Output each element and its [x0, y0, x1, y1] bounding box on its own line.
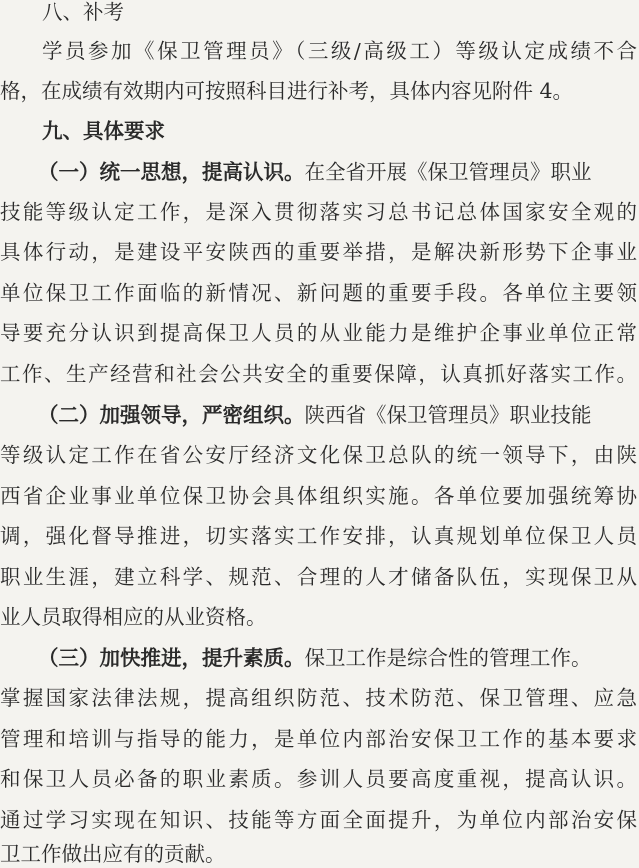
paragraph-line: 和保卫人员必备的职业素质。参训人员要高度重视，提高认识。 — [0, 767, 637, 791]
paragraph-line: 掌握国家法律法规，提高组织防范、技术防范、保卫管理、应急 — [0, 686, 637, 710]
subsection-first-line — [38, 644, 592, 672]
paragraph-line: 单位保卫工作面临的新情况、新问题的重要手段。各单位主要领 — [0, 281, 637, 305]
paragraph-line: 工作、生产经营和社会公共安全的重要保障，认真抓好落实工作。 — [0, 362, 637, 386]
subsection-lead-rest: 保卫工作是综合性的管理工作。 — [304, 646, 592, 670]
paragraph-line: 管理和培训与指导的能力，是单位内部治安保卫工作的基本要求 — [0, 727, 637, 751]
subsection-lead: （三）加快推进，提升素质。 — [38, 646, 305, 670]
paragraph-line: 职业生涯，建立科学、规范、合理的人才储备队伍，实现保卫从 — [0, 565, 637, 589]
subsection-first-line — [38, 158, 592, 186]
paragraph-line: 技能等级认定工作，是深入贯彻落实习总书记总体国家安全观的 — [0, 200, 637, 224]
paragraph-line: 等级认定工作在省公安厅经济文化保卫总队的统一领导下，由陕 — [0, 443, 637, 467]
subsection-lead-rest: 陕西省《保卫管理员》职业技能 — [304, 403, 592, 427]
section-heading-specific-requirements: 九、具体要求 — [42, 119, 165, 143]
paragraph-line: 具体行动，是建设平安陕西的重要举措，是解决新形势下企事业 — [0, 240, 637, 264]
paragraph-line: 导要充分认识到提高保卫人员的从业能力是维护企事业单位正常 — [0, 321, 637, 345]
paragraph-line: 格，在成绩有效期内可按照科目进行补考，具体内容见附件 4。 — [0, 79, 574, 103]
section-heading-make-up-exam: 八、补考 — [42, 0, 124, 24]
subsection-lead: （一）统一思想，提高认识。 — [38, 160, 305, 184]
paragraph-line: 学员参加《保卫管理员》（三级/高级工）等级认定成绩不合 — [42, 39, 637, 63]
paragraph-line: 通过学习实现在知识、技能等方面全面提升，为单位内部治安保 — [0, 808, 637, 832]
subsection-lead: （二）加强领导，严密组织。 — [38, 403, 305, 427]
paragraph-line: 调，强化督导推进，切实落实工作安排，认真规划单位保卫人员 — [0, 524, 637, 548]
subsection-first-line — [38, 401, 592, 429]
subsection-lead-rest: 在全省开展《保卫管理员》职业 — [304, 160, 592, 184]
paragraph-line: 业人员取得相应的从业资格。 — [0, 605, 267, 629]
paragraph-line: 卫工作做出应有的贡献。 — [0, 842, 226, 866]
paragraph-line: 西省企业事业单位保卫协会具体组织实施。各单位要加强统筹协 — [0, 484, 637, 508]
